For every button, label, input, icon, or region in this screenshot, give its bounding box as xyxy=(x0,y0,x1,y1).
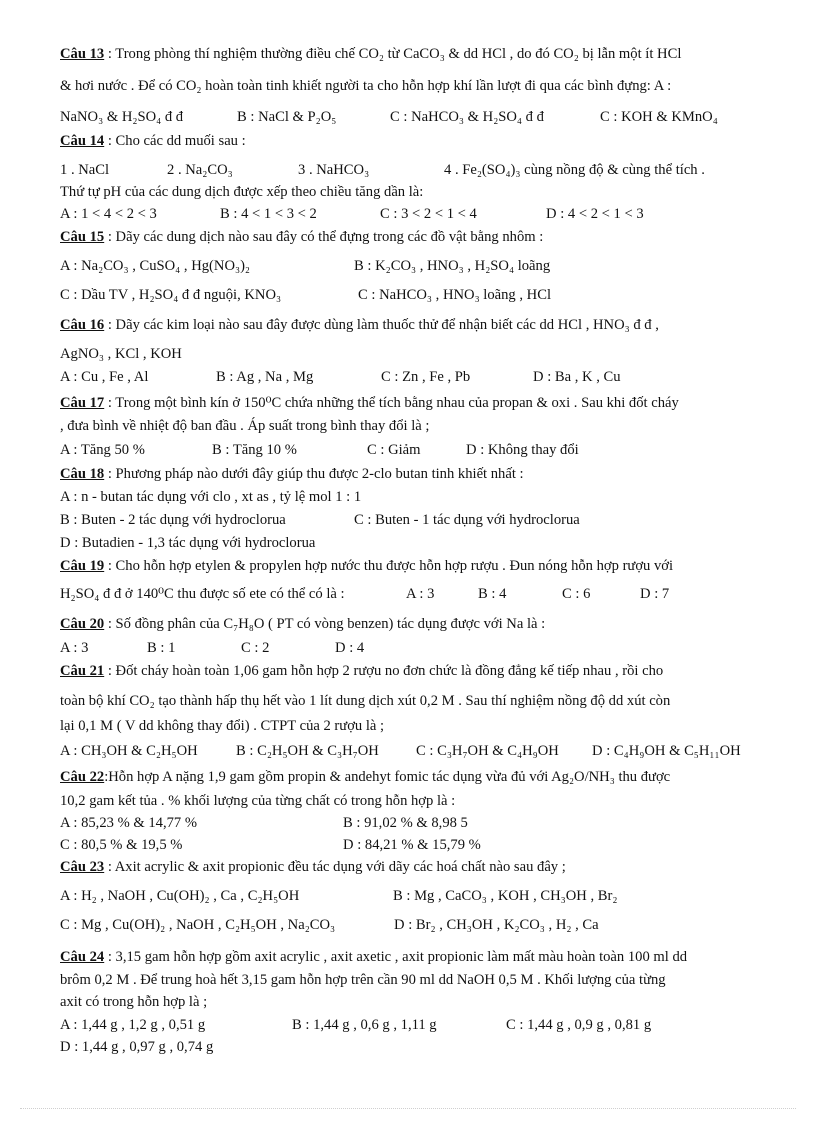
q19-option-d: D : 7 xyxy=(640,586,670,602)
q14-number: Câu 14 xyxy=(60,133,105,149)
q14-items xyxy=(60,163,705,178)
q20-number: Câu 20 xyxy=(60,616,105,632)
q14-option-b: B : 4 < 1 < 3 < 2 xyxy=(220,206,317,222)
q16-number: Câu 16 xyxy=(60,317,105,333)
q16-text: : Dãy các kim loại nào sau đây được dùng làm thuốc thử để nhận biết các dd HCl , HNO₃ đ đ , xyxy=(107,317,659,333)
q19-line2: H₂SO₄ đ đ ở 140⁰C thu được số ete có thể có là : xyxy=(60,586,345,602)
q18-option-a: A : n - butan tác dụng với clo , xt as , tỷ lệ mol 1 : 1 xyxy=(60,489,362,505)
q17-line1 xyxy=(60,396,679,411)
q22-option-a: A : 85,23 % & 14,77 % xyxy=(60,815,198,831)
q13-option-d: C : KOH & KMnO₄ xyxy=(600,109,718,125)
q21-number: Câu 21 xyxy=(60,663,105,679)
q15-text: : Dãy các dung dịch nào sau đây có thể đựng trong các đồ vật bằng nhôm : xyxy=(107,229,544,245)
q17-option-a: A : Tăng 50 % xyxy=(60,442,145,458)
q15-options-row1 xyxy=(60,259,550,274)
q23-options-row2 xyxy=(60,918,599,933)
q20-options xyxy=(60,641,364,656)
q19-number: Câu 19 xyxy=(60,558,105,574)
q15-line1 xyxy=(60,230,543,245)
q18-text: : Phương pháp nào dưới đây giúp thu được 2-clo butan tinh khiết nhất : xyxy=(107,466,524,482)
q15-option-b: B : K₂CO₃ , HNO₃ , H₂SO₄ loãng xyxy=(354,258,551,274)
q14-options xyxy=(60,207,644,222)
q24-text: : 3,15 gam hỗn hợp gồm axit acrylic , axit axetic , axit propionic làm mất màu hoàn toàn 100 ml dd xyxy=(107,949,688,965)
q22-option-d: D : 84,21 % & 15,79 % xyxy=(343,837,481,853)
q21-text: : Đốt cháy hoàn toàn 1,06 gam hỗn hợp 2 rượu no đơn chức là đồng đẳng kế tiếp nhau , rồi cho xyxy=(107,663,664,679)
q18-option-b: B : Buten - 2 tác dụng với hydroclorua xyxy=(60,512,286,528)
q23-option-c: C : Mg , Cu(OH)₂ , NaOH , C₂H₅OH , Na₂CO₃ xyxy=(60,917,336,933)
q17-option-c: C : Giảm xyxy=(367,442,421,458)
q13-line2: & hơi nước . Để có CO₂ hoàn toàn tinh khiết người ta cho hỗn hợp khí lần lượt đi qua các bình đựng: A : xyxy=(60,78,672,94)
q19-line2-row xyxy=(60,587,669,602)
q21-option-b: B : C₂H₅OH & C₃H₇OH xyxy=(236,743,379,759)
q15-options-row2 xyxy=(60,288,551,303)
q14-line3: Thứ tự pH của các dung dịch được xếp theo chiều tăng dần là: xyxy=(60,184,424,200)
q24-option-a: A : 1,44 g , 1,2 g , 0,51 g xyxy=(60,1017,206,1033)
q14-item-2: 2 . Na₂CO₃ xyxy=(167,162,233,178)
q20-option-a: A : 3 xyxy=(60,640,89,656)
q23-option-d: D : Br₂ , CH₃OH , K₂CO₃ , H₂ , Ca xyxy=(394,917,599,933)
q17-option-d: D : Không thay đổi xyxy=(466,442,579,458)
q20-line1 xyxy=(60,617,545,632)
q13-options xyxy=(60,110,718,125)
q18-option-c: C : Buten - 1 tác dụng với hydroclorua xyxy=(354,512,580,528)
q22-options-row1 xyxy=(60,816,468,831)
q24-options-row1 xyxy=(60,1018,651,1033)
q22-number: Câu 22 xyxy=(60,769,105,785)
q21-options xyxy=(60,744,741,759)
q21-line1 xyxy=(60,664,663,679)
q20-option-b: B : 1 xyxy=(147,640,176,656)
q21-option-a: A : CH₃OH & C₂H₅OH xyxy=(60,743,198,759)
q22-text: :Hỗn hợp A nặng 1,9 gam gồm propin & andehyt fomic tác dụng vừa đủ với Ag₂O/NH₃ thu được xyxy=(104,769,671,785)
q14-line1 xyxy=(60,134,246,149)
q14-option-c: C : 3 < 2 < 1 < 4 xyxy=(380,206,477,222)
q16-line1 xyxy=(60,318,659,333)
q23-line1 xyxy=(60,860,566,875)
q17-line2: , đưa bình về nhiệt độ ban đầu . Áp suất trong bình thay đổi là ; xyxy=(60,418,430,434)
q17-text: : Trong một bình kín ở 150⁰C chứa những thể tích bằng nhau của propan & oxi . Sau khi đốt cháy xyxy=(107,395,679,411)
q18-number: Câu 18 xyxy=(60,466,105,482)
q19-option-c: C : 6 xyxy=(562,586,591,602)
q15-option-a: A : Na₂CO₃ , CuSO₄ , Hg(NO₃)₂ xyxy=(60,258,251,274)
q23-number: Câu 23 xyxy=(60,859,105,875)
q14-item-1: 1 . NaCl xyxy=(60,162,110,178)
q14-option-a: A : 1 < 4 < 2 < 3 xyxy=(60,206,157,222)
q14-text: : Cho các dd muối sau : xyxy=(107,133,246,149)
q18-options-row xyxy=(60,513,580,528)
q13-option-a: NaNO₃ & H₂SO₄ đ đ xyxy=(60,109,184,125)
page-bottom-rule xyxy=(20,1108,796,1109)
q19-line1 xyxy=(60,559,673,574)
q14-option-d: D : 4 < 2 < 1 < 3 xyxy=(546,206,644,222)
q21-option-d: D : C₄H₉OH & C₅H₁₁OH xyxy=(592,743,741,759)
q23-option-b: B : Mg , CaCO₃ , KOH , CH₃OH , Br₂ xyxy=(393,888,618,904)
q21-line2: toàn bộ khí CO₂ tạo thành hấp thụ hết vào 1 lít dung dịch xút 0,2 M . Sau thí nghiệm nồng độ dd xút còn xyxy=(60,693,671,709)
q13-option-c: C : NaHCO₃ & H₂SO₄ đ đ xyxy=(390,109,544,125)
q22-line1 xyxy=(60,770,670,785)
q15-option-d: C : NaHCO₃ , HNO₃ loãng , HCl xyxy=(358,287,551,303)
q14-item-4: 4 . Fe₂(SO₄)₃ cùng nồng độ & cùng thể tích . xyxy=(444,162,705,178)
q24-option-d: D : 1,44 g , 0,97 g , 0,74 g xyxy=(60,1039,214,1055)
q15-number: Câu 15 xyxy=(60,229,105,245)
q22-option-b: B : 91,02 % & 8,98 5 xyxy=(343,815,468,831)
q16-option-b: B : Ag , Na , Mg xyxy=(216,369,314,385)
q19-option-b: B : 4 xyxy=(478,586,507,602)
q14-item-3: 3 . NaHCO₃ xyxy=(298,162,370,178)
q24-number: Câu 24 xyxy=(60,949,105,965)
q19-text: : Cho hỗn hợp etylen & propylen hợp nước thu được hỗn hợp rượu . Đun nóng hỗn hợp rượu với xyxy=(107,558,674,574)
q13-number: Câu 13 xyxy=(60,46,105,62)
q16-option-d: D : Ba , K , Cu xyxy=(533,369,621,385)
q22-options-row2 xyxy=(60,838,481,853)
q17-number: Câu 17 xyxy=(60,395,105,411)
q24-line1 xyxy=(60,950,687,965)
q15-option-c: C : Dầu TV , H₂SO₄ đ đ nguội, KNO₃ xyxy=(60,287,282,303)
q24-line2: brôm 0,2 M . Để trung hoà hết 3,15 gam hỗn hợp trên cần 90 ml dd NaOH 0,5 M . Khối lượng của từng xyxy=(60,972,666,988)
q22-option-c: C : 80,5 % & 19,5 % xyxy=(60,837,183,853)
q13-line1 xyxy=(60,47,681,62)
q24-option-c: C : 1,44 g , 0,9 g , 0,81 g xyxy=(506,1017,652,1033)
q16-options xyxy=(60,370,621,385)
q23-option-a: A : H₂ , NaOH , Cu(OH)₂ , Ca , C₂H₅OH xyxy=(60,888,300,904)
q23-text: : Axit acrylic & axit propionic đều tác dụng với dãy các hoá chất nào sau đây ; xyxy=(107,859,566,875)
q23-options-row1 xyxy=(60,889,617,904)
q13-option-b: B : NaCl & P₂O₅ xyxy=(237,109,337,125)
q16-line2: AgNO₃ , KCl , KOH xyxy=(60,346,182,362)
q17-options xyxy=(60,443,579,458)
q22-line2: 10,2 gam kết tủa . % khối lượng của từng chất có trong hỗn hợp là : xyxy=(60,793,456,809)
q20-option-d: D : 4 xyxy=(335,640,365,656)
q20-option-c: C : 2 xyxy=(241,640,270,656)
q20-text: : Số đồng phân của C₇H₈O ( PT có vòng benzen) tác dụng được với Na là : xyxy=(107,616,546,632)
q18-line1 xyxy=(60,467,524,482)
q24-option-b: B : 1,44 g , 0,6 g , 1,11 g xyxy=(292,1017,437,1033)
q21-option-c: C : C₃H₇OH & C₄H₉OH xyxy=(416,743,559,759)
q17-option-b: B : Tăng 10 % xyxy=(212,442,297,458)
q13-text: : Trong phòng thí nghiệm thường điều chế CO₂ từ CaCO₃ & dd HCl , do đó CO₂ bị lẫn một ít HCl xyxy=(107,46,682,62)
q16-option-c: C : Zn , Fe , Pb xyxy=(381,369,471,385)
q24-line3: axit có trong hỗn hợp là ; xyxy=(60,994,208,1010)
q21-line3: lại 0,1 M ( V dd không thay đổi) . CTPT của 2 rượu là ; xyxy=(60,718,385,734)
q18-option-d: D : Butadien - 1,3 tác dụng với hydroclorua xyxy=(60,535,316,551)
q16-option-a: A : Cu , Fe , Al xyxy=(60,369,149,385)
q19-option-a: A : 3 xyxy=(406,586,435,602)
